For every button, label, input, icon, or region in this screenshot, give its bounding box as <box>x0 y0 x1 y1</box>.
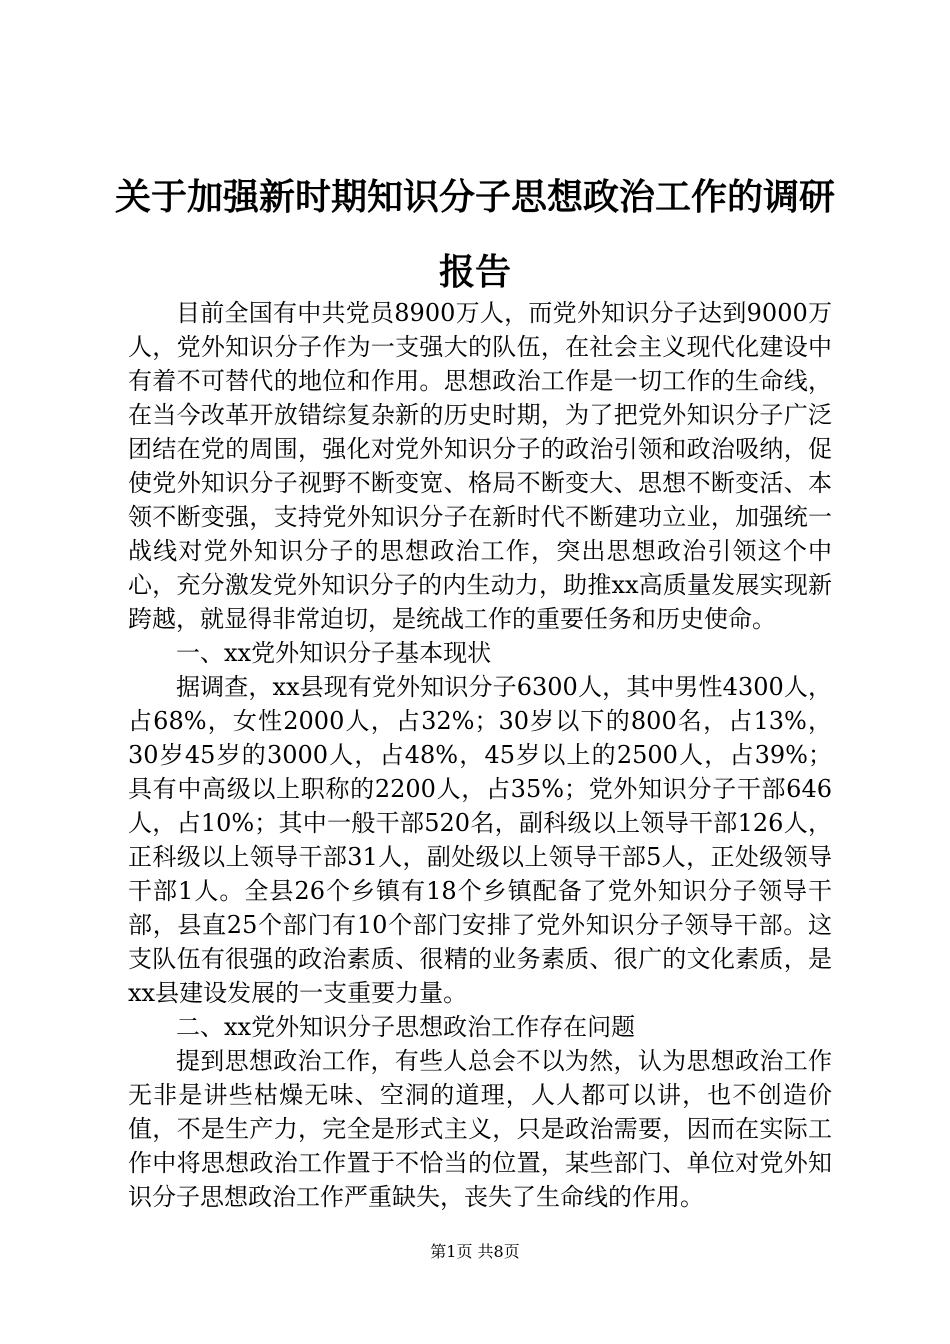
paragraph-status: 据调查，xx县现有党外知识分子6300人，其中男性4300人，占68%，女性2000人，占32%；30岁以下的800名，占13%，30岁45岁的3000人，占48%，45岁以上的2500人，占39%；具有中高级以上职称的2200人，占35%；党外知识分子干部646人，占10%；其中一般干部520名，副科级以上领导干部126人，正科级以上领导干部31人，副处级以上领导干部5人，正处级领导干部1人。全县26个乡镇有18个乡镇配备了党外知识分子领导干部，县直25个部门有10个部门安排了党外知识分子领导干部。这支队伍有很强的政治素质、很精的业务素质、很广的文化素质，是xx县建设发展的一支重要力量。 <box>128 673 832 1007</box>
section-heading-2: 二、xx党外知识分子思想政治工作存在问题 <box>176 1013 636 1041</box>
section-heading-1: 一、xx党外知识分子基本现状 <box>176 639 492 667</box>
paragraph-intro: 目前全国有中共党员8900万人，而党外知识分子达到9000万人，党外知识分子作为一支强大的队伍，在社会主义现代化建设中有着不可替代的地位和作用。思想政治工作是一切工作的生命线，在当今改革开放错综复杂新的历史时期，为了把党外知识分子广泛团结在党的周围，强化对党外知识分子的政治引领和政治吸纳，促使党外知识分子视野不断变宽、格局不断变大、思想不断变活、本领不断变强，支持党外知识分子在新时代不断建功立业，加强统一战线对党外知识分子的思想政治工作，突出思想政治引领这个中心，充分激发党外知识分子的内生动力，助推xx高质量发展实现新跨越，就显得非常迫切，是统战工作的重要任务和历史使命。 <box>128 299 832 633</box>
document-body <box>128 296 832 1214</box>
page-number-footer: 第1页 共8页 <box>430 1242 520 1261</box>
paragraph-problems: 提到思想政治工作，有些人总会不以为然，认为思想政治工作无非是讲些枯燥无味、空洞的道理，人人都可以讲，也不创造价值，不是生产力，完全是形式主义，只是政治需要，因而在实际工作中将思想政治工作置于不恰当的位置，某些部门、单位对党外知识分子思想政治工作严重缺失，丧失了生命线的作用。 <box>128 1047 832 1211</box>
document-title: 关于加强新时期知识分子思想政治工作的调研报告 <box>114 177 835 293</box>
